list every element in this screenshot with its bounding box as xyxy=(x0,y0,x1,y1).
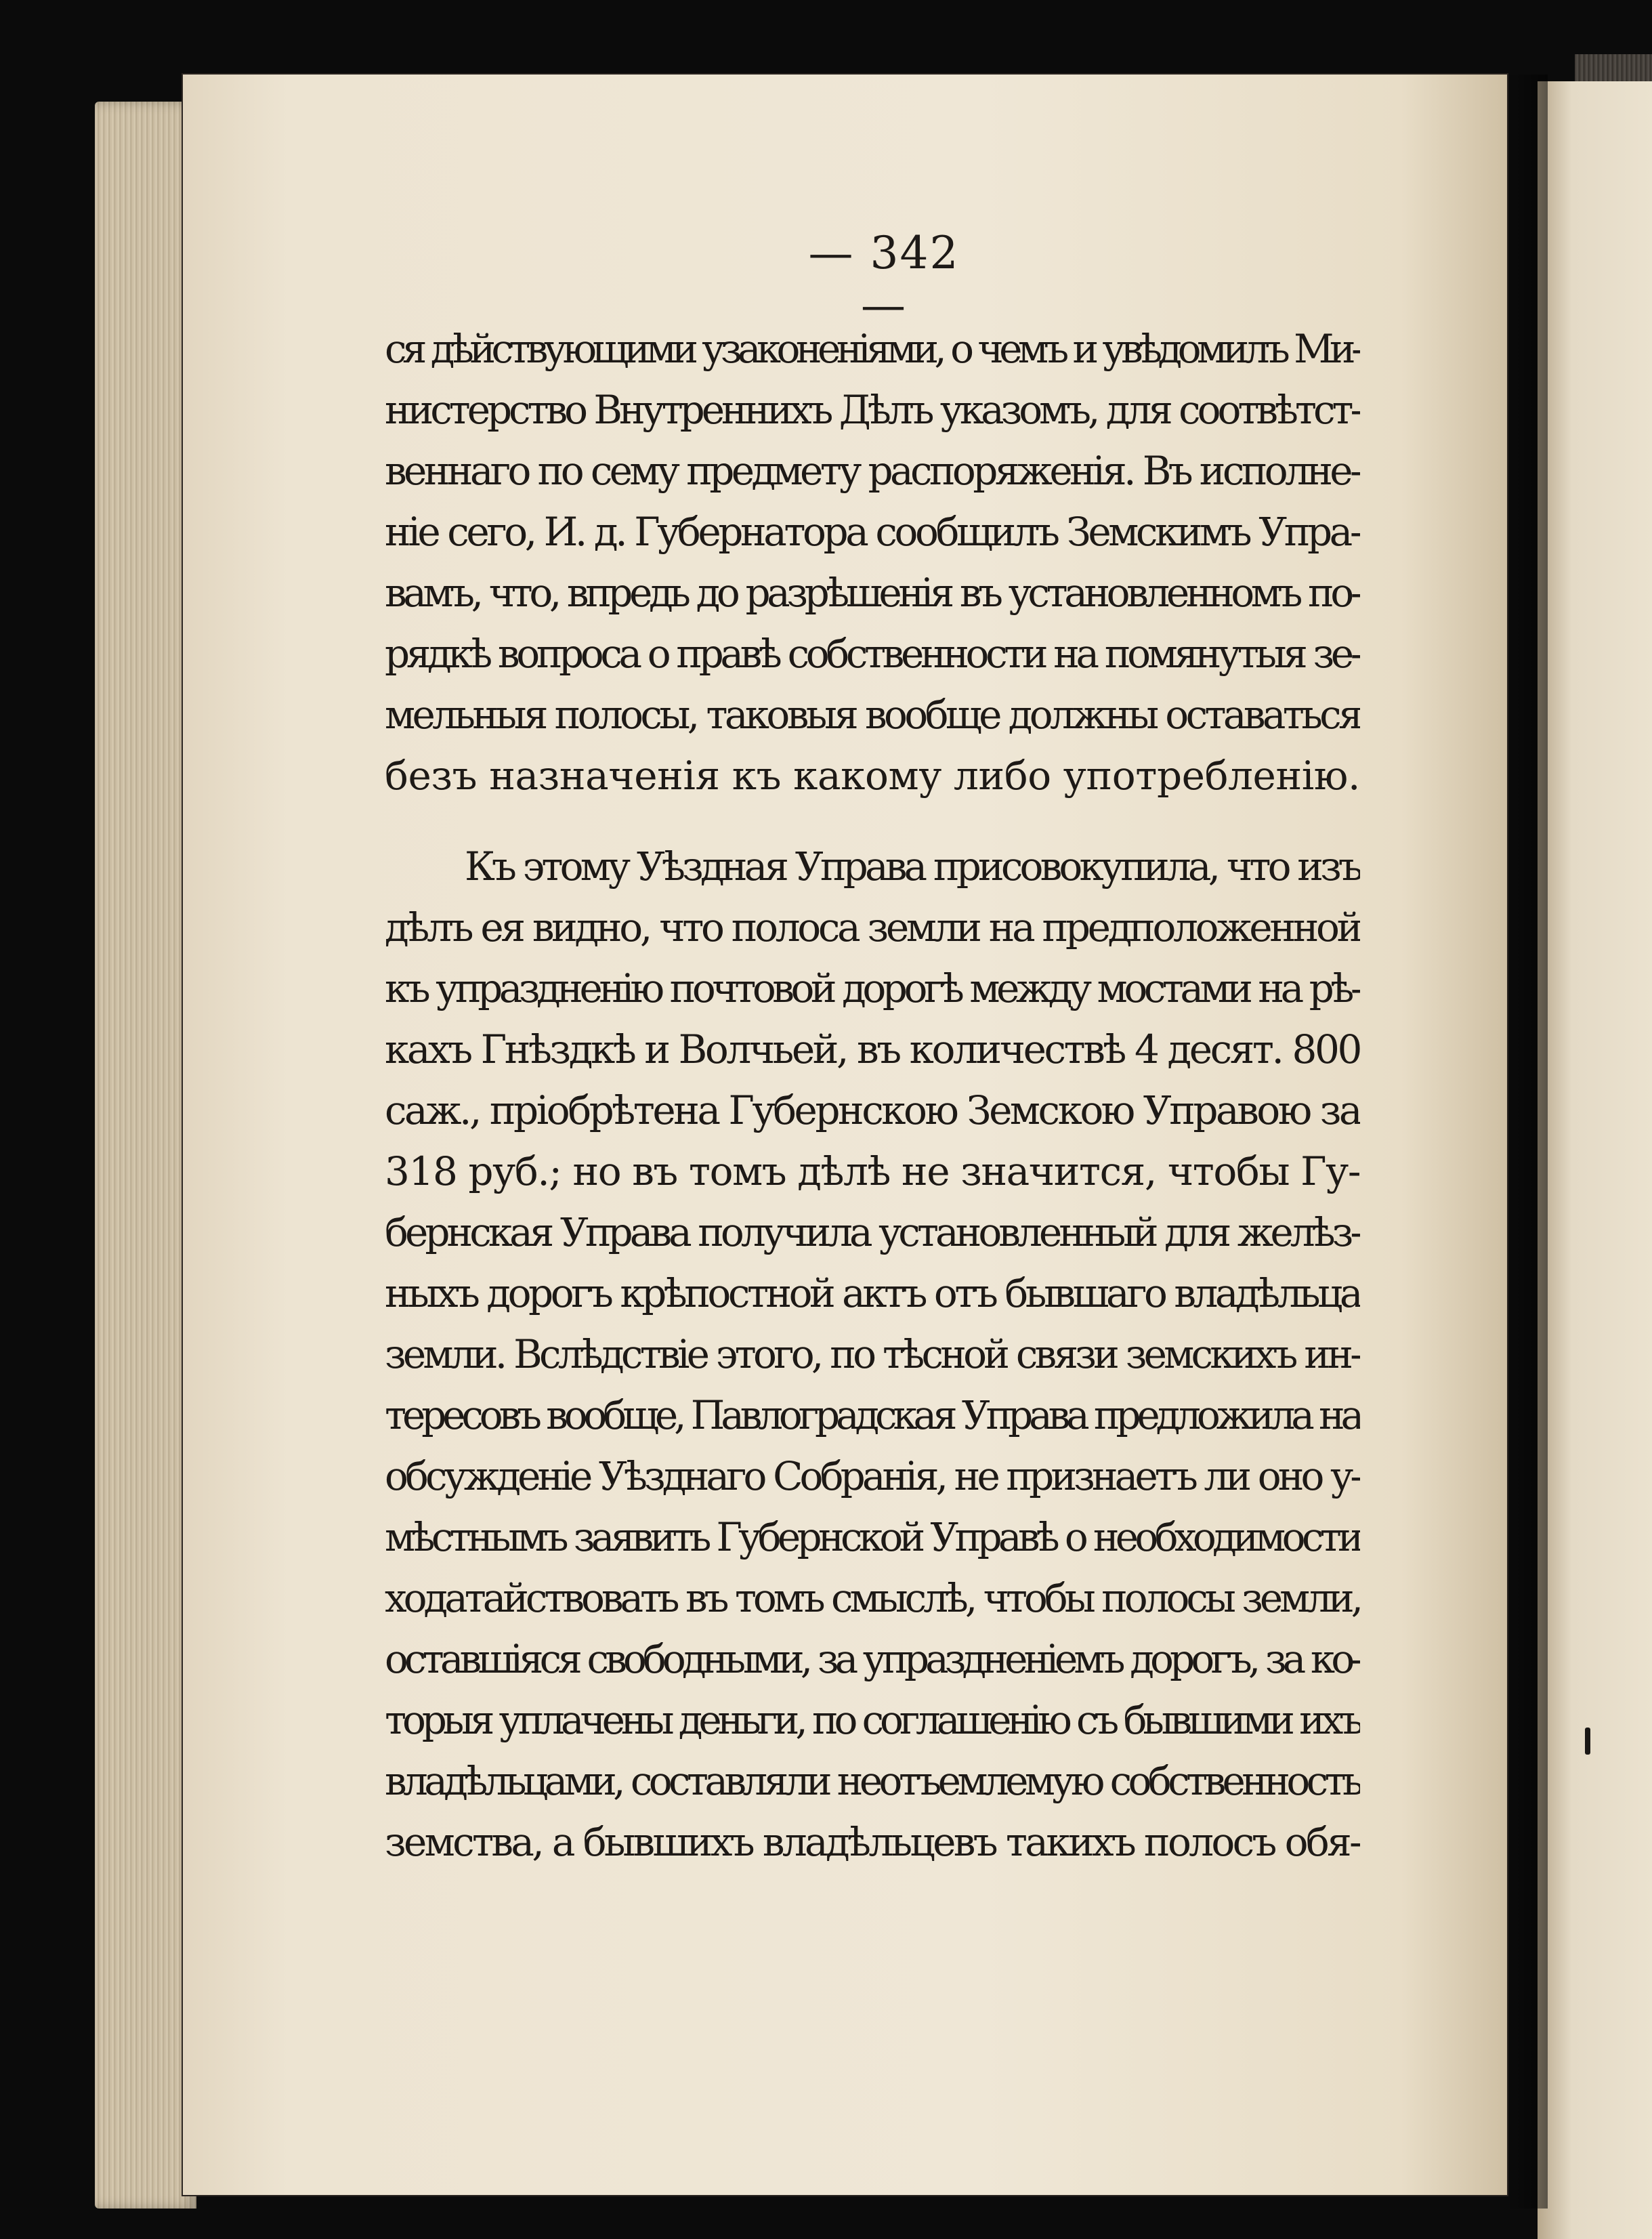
text-line: владѣльцами, составляли неотъемлемую собственность xyxy=(385,1758,1360,1804)
text-line: къ упраздненію почтовой дорогѣ между мостами на рѣ- xyxy=(385,965,1360,1011)
text-line: торыя уплачены деньги, по соглашенію съ бывшими ихъ xyxy=(385,1697,1360,1743)
text-line: земства, а бывшихъ владѣльцевъ такихъ полосъ обя- xyxy=(385,1819,1360,1865)
text-line: рядкѣ вопроса о правѣ собственности на помянутыя зе- xyxy=(385,631,1360,677)
facing-page xyxy=(1538,81,1652,2239)
text-line: нистерство Внутреннихъ Дѣлъ указомъ, для соотвѣтст- xyxy=(385,387,1360,433)
text-line: мельныя полосы, таковыя вообще должны оставаться xyxy=(385,692,1360,738)
text-line: вамъ, что, впредь до разрѣшенія въ установленномъ по- xyxy=(385,570,1360,616)
text-line: безъ назначенія къ какому либо употребленію. xyxy=(385,753,1360,799)
paragraph xyxy=(385,318,1360,806)
text-line: дѣлъ ея видно, что полоса земли на предположенной xyxy=(385,904,1360,950)
text-line: мѣстнымъ заявить Губернской Управѣ о необходимости xyxy=(385,1514,1360,1560)
text-line: ходатайствовать въ томъ смыслѣ, чтобы полосы земли, xyxy=(385,1575,1360,1621)
text-line: ныхъ дорогъ крѣпостной актъ отъ бывшаго владѣльца xyxy=(385,1270,1360,1316)
page-number: — 342 — xyxy=(808,227,960,331)
text-line: саж., пріобрѣтена Губернскою Земскою Управою за xyxy=(385,1087,1360,1133)
text-line: веннаго по сему предмету распоряженія. Въ исполне- xyxy=(385,448,1360,494)
body-text xyxy=(385,318,1360,1872)
paragraph xyxy=(385,836,1360,1872)
text-line: земли. Вслѣдствіе этого, по тѣсной связи земскихъ ин- xyxy=(385,1331,1360,1377)
text-line: Къ этому Уѣздная Управа присовокупила, что изъ xyxy=(465,843,1360,890)
text-line: тересовъ вообще, Павлоградская Управа предложила на xyxy=(385,1392,1360,1438)
spine-shadow xyxy=(1507,75,1548,2209)
text-line: оставшіяся свободными, за упраздненіемъ дорогъ, за ко- xyxy=(385,1636,1360,1682)
text-line: обсужденіе Уѣзднаго Собранія, не признаетъ ли оно у- xyxy=(385,1453,1360,1499)
text-line: кахъ Гнѣздкѣ и Волчьей, въ количествѣ 4 десят. 800 xyxy=(385,1026,1360,1072)
text-line: ся дѣйствующими узаконеніями, о чемъ и увѣдомилъ Ми- xyxy=(385,326,1360,372)
page-stack-edge xyxy=(95,102,196,2209)
text-line: ніе сего, И. д. Губернатора сообщилъ Земскимъ Упра- xyxy=(385,509,1360,555)
paragraph-gap xyxy=(385,806,1360,836)
text-line: бернская Управа получила установленный для желѣз- xyxy=(385,1209,1360,1255)
ink-mark xyxy=(1585,1728,1590,1755)
text-line: 318 руб.; но въ томъ дѣлѣ не значится, чтобы Гу- xyxy=(385,1148,1360,1194)
